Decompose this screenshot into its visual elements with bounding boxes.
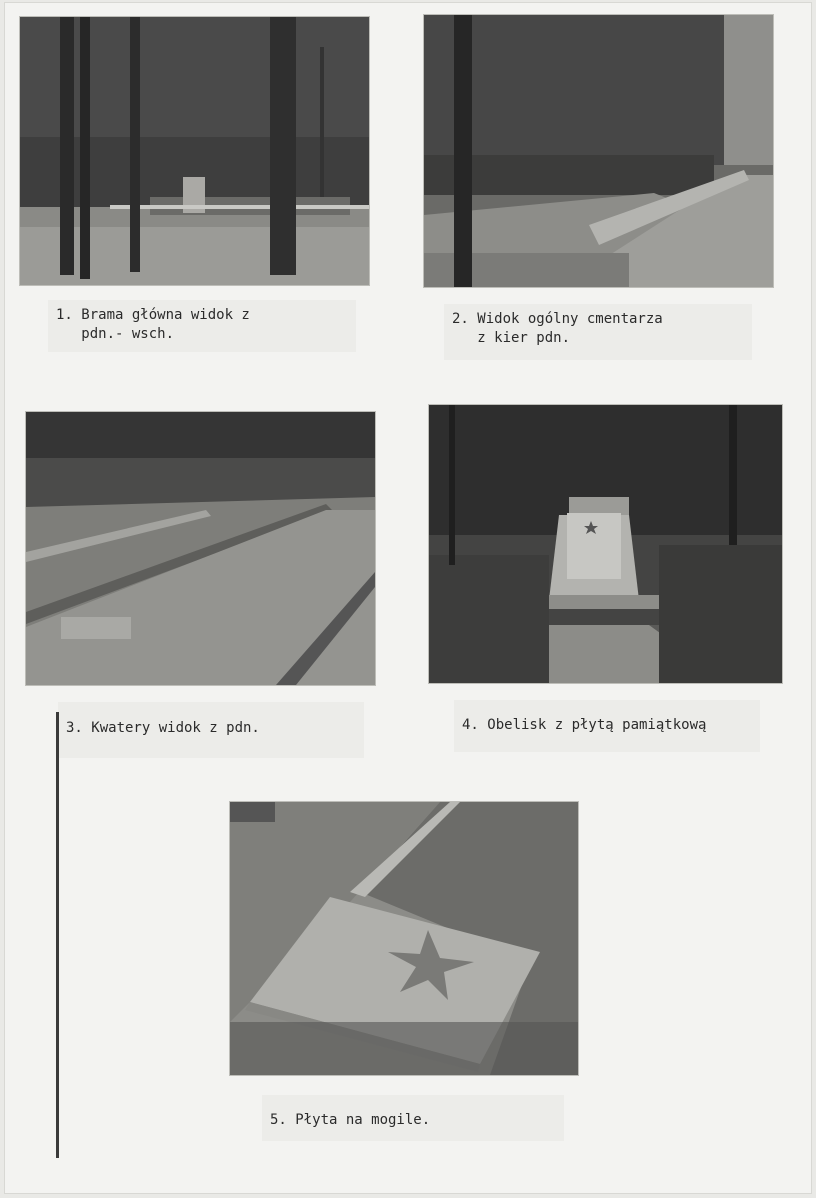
photo-main-gate: [20, 17, 369, 285]
caption-2-line2: z kier pdn.: [452, 330, 571, 346]
photo-general-view: [424, 15, 773, 287]
caption-1: [48, 300, 356, 352]
caption-3-line1: 3. Kwatery widok z pdn.: [66, 720, 260, 736]
caption-5-line1: 5. Płyta na mogile.: [270, 1112, 431, 1128]
caption-1-line1: 1. Brama główna widok z: [56, 307, 250, 323]
photo-burial-quarters: [26, 412, 375, 685]
caption-4-line1: 4. Obelisk z płytą pamiątkową: [462, 717, 707, 733]
caption-4: [454, 700, 760, 752]
margin-line: [56, 712, 59, 1158]
caption-5: [262, 1095, 564, 1141]
caption-2-line1: 2. Widok ogólny cmentarza: [452, 311, 663, 327]
caption-3: [58, 702, 364, 758]
caption-1-line2: pdn.- wsch.: [56, 326, 175, 342]
photo-obelisk: [429, 405, 782, 683]
photo-grave-slab: [230, 802, 578, 1075]
caption-2: [444, 304, 752, 360]
